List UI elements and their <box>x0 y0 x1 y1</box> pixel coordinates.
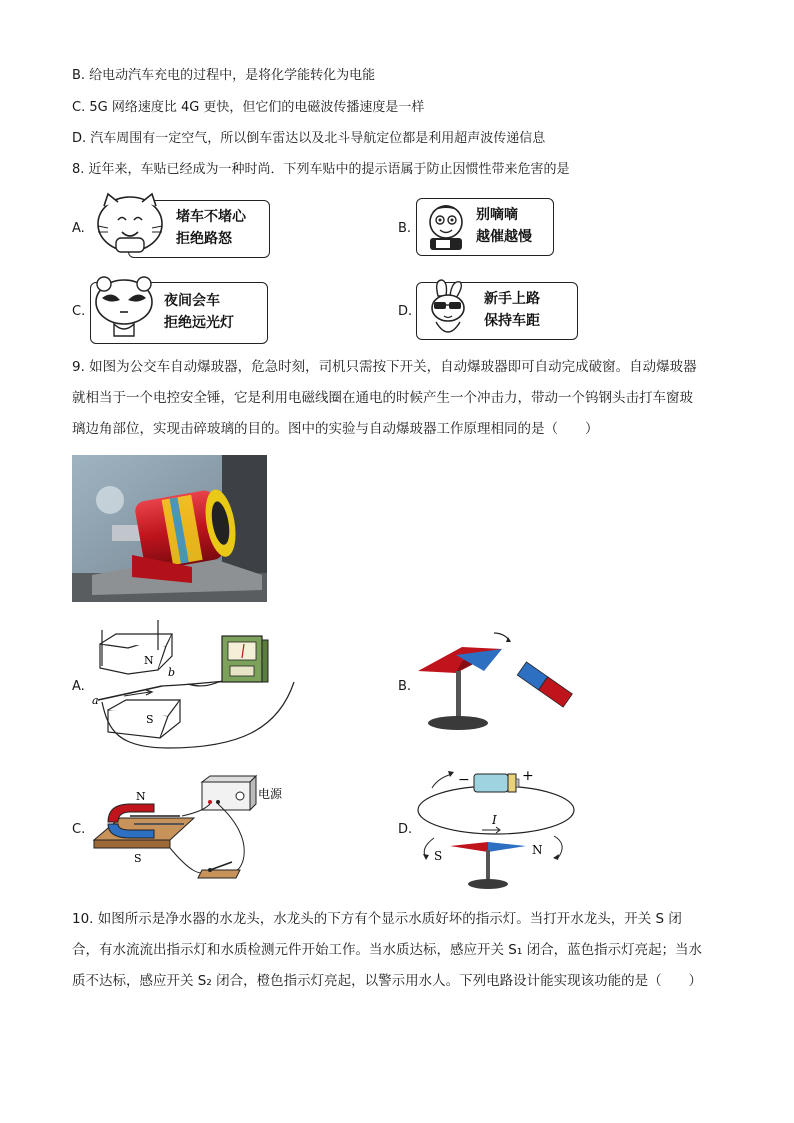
q8-option-a-label: A. <box>72 221 85 236</box>
q10-line-1: 10. 如图所示是净水器的水龙头，水龙头的下方有个显示水质好坏的指示灯。当打开水龙头，开关 S 闭 <box>72 911 682 927</box>
fig-d-minus: − <box>458 772 470 788</box>
q9-option-c-label: C. <box>72 822 86 837</box>
q7-option-b: B. 给电动汽车充电的过程中，是将化学能转化为电能 <box>72 68 376 83</box>
q9-option-a-label: A. <box>72 679 85 694</box>
fig-a-label-b: b <box>168 666 176 679</box>
q8-sticker-d <box>416 278 580 342</box>
battery-icon <box>474 774 519 792</box>
fig-d-plus: + <box>522 768 534 784</box>
fig-c-power-label: 电源 <box>258 787 283 801</box>
sticker-a-line2: 拒绝路怒 <box>176 231 232 247</box>
q8-option-d-label: D. <box>398 304 413 319</box>
cartoon-rabbit-icon <box>422 278 472 340</box>
sticker-d-line2: 保持车距 <box>484 313 540 329</box>
sticker-c-line1: 夜间会车 <box>164 293 220 309</box>
q9-stem <box>72 352 722 445</box>
q9-line-1: 9. 如图为公交车自动爆玻器，危急时刻，司机只需按下开关，自动爆玻器即可自动完成破窗。自动爆玻器 <box>72 359 697 375</box>
sticker-b-line2: 越催越慢 <box>476 229 532 245</box>
fig-a-n-pole: N <box>144 654 154 667</box>
cartoon-cat-icon <box>422 202 470 252</box>
glass-breaker-photo <box>72 455 267 602</box>
q10-line-3: 质不达标，感应开关 S₂ 闭合，橙色指示灯亮起，以警示用水人。下列电路设计能实现该功能的是（ ） <box>72 973 703 989</box>
q8-option-b-label: B. <box>398 221 412 236</box>
q9-option-d-label: D. <box>398 822 413 837</box>
knife-switch-icon <box>198 862 240 878</box>
q9-line-2: 就相当于一个电控安全锤，它是利用电磁线圈在通电的时候产生一个冲击力，带动一个钨钢头击打车窗玻 <box>72 390 693 406</box>
fig-a-s-pole: S <box>146 713 154 726</box>
q9-line-3: 璃边角部位，实现击碎玻璃的目的。图中的实验与自动爆玻器工作原理相同的是（ ） <box>72 421 599 437</box>
q8-sticker-b <box>416 198 556 258</box>
sticker-a-line1: 堵车不堵心 <box>176 209 246 225</box>
sticker-b-line1: 别嘀嘀 <box>476 207 518 223</box>
q8-option-c-label: C. <box>72 304 86 319</box>
q9-figure-a <box>88 620 368 752</box>
q9-figure-d <box>412 762 582 892</box>
fig-c-s-pole: S <box>134 852 142 865</box>
q7-option-c: C. 5G 网络速度比 4G 更快，但它们的电磁波传播速度是一样 <box>72 100 425 115</box>
fig-a-label-a: a <box>92 694 99 707</box>
fig-d-n-pole: N <box>532 843 543 857</box>
sticker-c-line2: 拒绝远光灯 <box>164 315 234 331</box>
q8-stem: 8. 近年来，车贴已经成为一种时尚．下列车贴中的提示语属于防止因惯性带来危害的是 <box>72 162 570 177</box>
cartoon-bear-icon <box>92 272 156 342</box>
fig-c-n-pole: N <box>136 790 146 803</box>
q10-line-2: 合，有水流流出指示灯和水质检测元件开始工作。当水质达标，感应开关 S₁ 闭合，蓝色指示灯亮起；当水 <box>72 942 703 958</box>
q9-figure-c <box>90 772 300 884</box>
galvanometer-icon <box>222 636 268 682</box>
fig-d-s-pole: S <box>434 849 443 863</box>
q9-figure-b <box>412 625 582 737</box>
sticker-d-line1: 新手上路 <box>484 291 540 307</box>
q10-stem <box>72 904 722 997</box>
q8-sticker-c <box>90 272 270 344</box>
q7-option-d: D. 汽车周围有一定空气，所以倒车雷达以及北斗导航定位都是利用超声波传递信息 <box>72 131 546 146</box>
power-supply-icon <box>202 776 256 810</box>
fig-d-current-label: I <box>492 813 497 827</box>
cat-face-icon <box>90 192 170 260</box>
q9-option-b-label: B. <box>398 679 412 694</box>
q8-sticker-a <box>90 192 272 260</box>
